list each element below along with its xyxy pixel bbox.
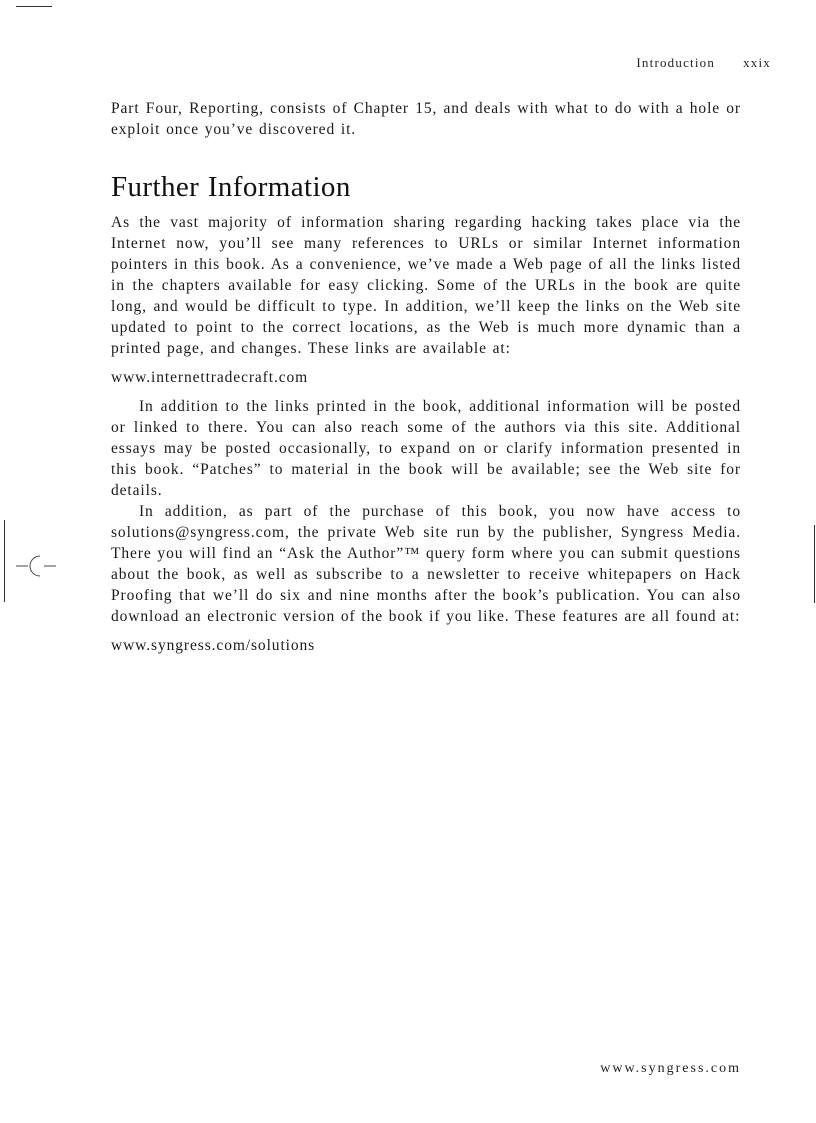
registration-mark-icon [14,552,58,580]
crop-mark-top [16,6,52,7]
paragraph-additional-info: In addition to the links printed in the book, additional information will be posted or linked to there. You can also reach some of the authors via this site. Additional essays may be posted occasionally, to expand on or clarify information presented in this book. “Patches” to material in the book will be available; see the Web site for details. [111,398,741,499]
crop-mark-right [814,525,815,603]
url-syngress-solutions: www.syngress.com/solutions [111,637,316,654]
paragraph-solutions-site: In addition, as part of the purchase of this book, you now have access to solutions@syngress.com, the private Web site run by the publisher, Syngress Media. There you will find an “Ask the Author”™ query form where you can submit questions about the book, as well as subscribe to a newsletter to receive whitepapers on Hack Proofing that we’ll do six and nine months after the book’s publication. You can also download an electronic version of the book if you like. These features are all found at: [111,503,741,625]
body-text [111,98,741,664]
page-number: xxix [743,55,771,70]
running-head [420,55,771,71]
footer-url: www.syngress.com [600,1061,741,1076]
section-heading: Further Information [111,171,351,203]
crop-mark-left [4,520,5,602]
url-internettradecraft: www.internettradecraft.com [111,369,309,386]
running-head-section: Introduction [636,55,716,70]
intro-paragraph: Part Four, Reporting, consists of Chapter 15, and deals with what to do with a hole or exploit once you’ve discovered it. [111,100,741,138]
paragraph-internet-references: As the vast majority of information sharing regarding hacking takes place via the Internet now, you’ll see many references to URLs or similar Internet information pointers in this book. As a convenience, we’ve made a Web page of all the links listed in the chapters available for easy clicking. Some of the URLs in the book are quite long, and would be difficult to type. In addition, we’ll keep the links on the Web site updated to point to the correct locations, as the Web is much more dynamic than a printed page, and changes. These links are available at: [111,214,741,357]
